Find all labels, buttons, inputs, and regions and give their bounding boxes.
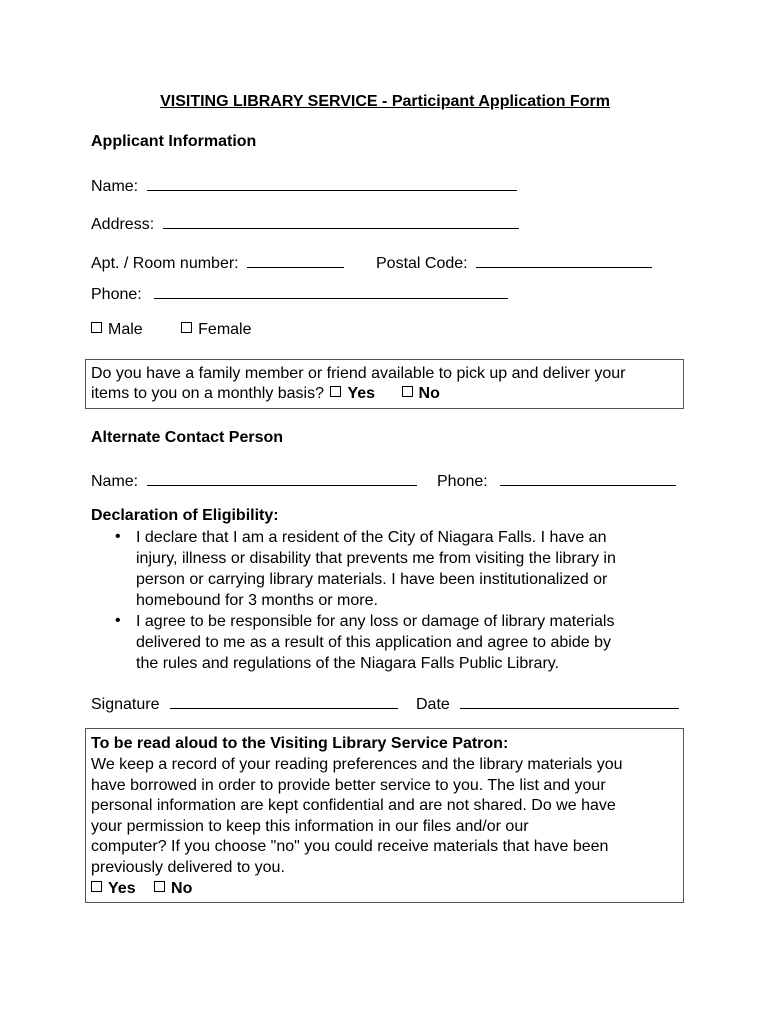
applicant-name-label: Name: [91, 178, 139, 195]
applicant-phone-label: Phone: [91, 286, 142, 303]
alternate-name-row [91, 468, 417, 491]
male-label: Male [108, 321, 143, 338]
date-field[interactable] [460, 691, 679, 709]
female-checkbox[interactable] [181, 322, 192, 333]
read-aloud-yes-checkbox[interactable] [91, 881, 102, 892]
bullet-2-line: the rules and regulations of the Niagara Falls Public Library. [136, 655, 560, 672]
bullet-1-line: injury, illness or disability that prevents me from visiting the library in [136, 550, 616, 567]
form-title: VISITING LIBRARY SERVICE - Participant Application Form [160, 93, 610, 110]
alternate-name-label: Name: [91, 473, 139, 490]
family-no-checkbox[interactable] [402, 386, 413, 397]
applicant-phone-field[interactable] [154, 281, 508, 299]
alternate-name-field[interactable] [147, 468, 417, 486]
signature-label: Signature [91, 696, 160, 713]
read-aloud-line: previously delivered to you. [91, 858, 285, 876]
date-label: Date [416, 696, 450, 713]
read-aloud-yes-label: Yes [108, 880, 136, 897]
family-no-label: No [418, 385, 440, 402]
signature-row [91, 691, 398, 714]
bullet-2-line: delivered to me as a result of this application and agree to abide by [136, 634, 611, 651]
alternate-phone-row [437, 468, 676, 491]
family-yes-label: Yes [347, 385, 376, 402]
postal-code-field[interactable] [476, 250, 652, 268]
read-aloud-no-label: No [171, 880, 193, 897]
declaration-bullet-2 [136, 611, 614, 674]
applicant-address-field[interactable] [163, 211, 519, 229]
bullet-1-line: homebound for 3 months or more. [136, 592, 378, 609]
apt-room-label: Apt. / Room number: [91, 255, 239, 272]
family-question-line2: items to you on a monthly basis? [91, 385, 325, 402]
family-yes-checkbox[interactable] [330, 386, 341, 397]
alternate-phone-field[interactable] [500, 468, 676, 486]
bullet-2-marker: • [115, 612, 121, 629]
apt-room-field[interactable] [247, 250, 344, 268]
read-aloud-no-checkbox[interactable] [154, 881, 165, 892]
read-aloud-line: We keep a record of your reading preferences and the library materials you [91, 756, 623, 773]
read-aloud-text [91, 755, 623, 878]
declaration-heading: Declaration of Eligibility: [91, 507, 279, 524]
bullet-1-line: person or carrying library materials. I have been institutionalized or [136, 571, 608, 588]
read-aloud-heading: To be read aloud to the Visiting Library Service Patron: [91, 735, 509, 752]
family-question-line2-row [91, 384, 440, 405]
postal-code-label: Postal Code: [376, 255, 468, 272]
read-aloud-line: have borrowed in order to provide better service to you. The list and your [91, 776, 606, 794]
gender-row [91, 321, 252, 339]
family-member-box [85, 359, 684, 409]
read-aloud-box [85, 728, 684, 903]
bullet-1-line: I declare that I am a resident of the City of Niagara Falls. I have an [136, 529, 607, 546]
family-question-line1: Do you have a family member or friend available to pick up and deliver your [91, 365, 626, 382]
postal-row [376, 250, 652, 273]
male-checkbox[interactable] [91, 322, 102, 333]
bullet-1-marker: • [115, 528, 121, 545]
applicant-name-field[interactable] [147, 173, 517, 191]
signature-field[interactable] [170, 691, 398, 709]
female-label: Female [198, 321, 252, 338]
applicant-address-label: Address: [91, 216, 155, 233]
applicant-phone-row [91, 281, 508, 304]
read-aloud-line: computer? If you choose "no" you could receive materials that have been [91, 838, 609, 855]
declaration-bullet-1 [136, 527, 616, 611]
read-aloud-line: your permission to keep this information in our files and/or our [91, 817, 529, 835]
date-row [416, 691, 679, 714]
read-aloud-line: personal information are kept confidential and are not shared. Do we have [91, 797, 616, 814]
apt-row [91, 250, 344, 273]
read-aloud-options [91, 879, 192, 900]
alternate-contact-heading: Alternate Contact Person [91, 429, 284, 446]
alternate-phone-label: Phone: [437, 473, 488, 490]
applicant-information-heading: Applicant Information [91, 133, 257, 150]
applicant-address-row [91, 211, 519, 234]
applicant-name-row [91, 173, 517, 196]
bullet-2-line: I agree to be responsible for any loss or damage of library materials [136, 613, 615, 630]
